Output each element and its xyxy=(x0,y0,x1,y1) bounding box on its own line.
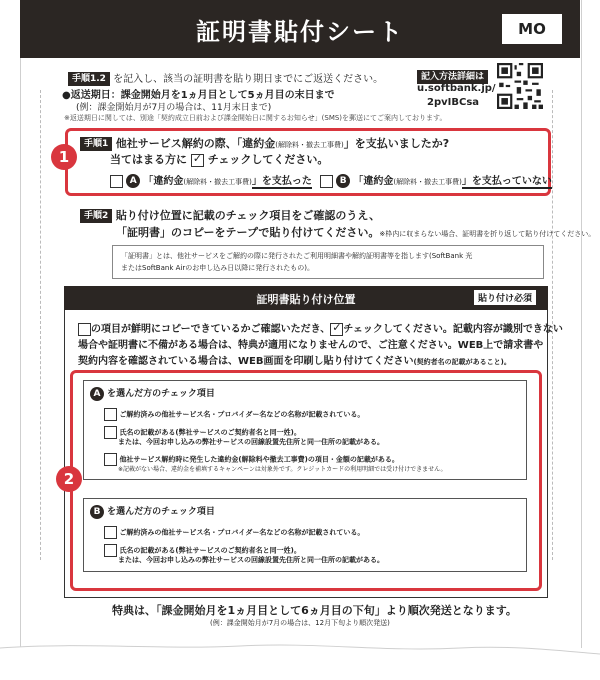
intro-line-1: 手順1.2 を記入し、該当の証明書を貼り期日までにご返送ください。 xyxy=(68,70,383,86)
option-b-letter: B xyxy=(336,174,350,188)
option-a[interactable]: A 「違約金(解除料・撤去工事費)」を支払った xyxy=(110,172,312,188)
check-b-item-2b: または、今回お申し込みの弊社サービスの回線設置先住所と同一住所の記載がある。 xyxy=(118,556,384,564)
intro-deadline: ●返送期日：課金開始月を1ヵ月目として5ヵ月目の末日まで xyxy=(62,90,335,101)
check-a-title: A を選んだ方のチェック項目 xyxy=(90,386,215,401)
option-b[interactable]: B 「違約金(解除料・撤去工事費)」を支払っていない xyxy=(320,172,552,188)
check-box-b xyxy=(83,498,527,572)
section-para-2: 場合や証明書に不備がある場合は、特典が適用になりませんので、ご注意ください。WEB上で請求書や xyxy=(78,340,544,351)
check-a-item-2b: または、今回お申し込みの弊社サービスの回線設置先住所と同一住所の記載がある。 xyxy=(118,438,384,446)
checkmark-icon xyxy=(330,323,343,336)
marker-1: 1 xyxy=(51,144,77,170)
step2-line-1: 手順2 貼り付け位置に記載のチェック項目をご確認のうえ、 xyxy=(80,207,380,223)
paste-area-header xyxy=(64,286,548,310)
step2-line-2: 「証明書」のコピーをテープで貼り付けてください。※枠内に収まらない場合、証明書を折り返して貼り付けてください。 xyxy=(116,226,596,239)
option-b-checkbox[interactable] xyxy=(320,175,333,188)
qr-code-icon[interactable] xyxy=(497,63,543,109)
sheet-header xyxy=(20,0,580,58)
check-a-item-2: 氏名の記載がある(弊社サービスのご契約者名と同一姓)。 xyxy=(104,426,301,439)
checkmark-icon xyxy=(191,154,204,167)
section-para-1: の項目が鮮明にコピーできているかご確認いただき、✓ チェックしてください。記載内容が識別できない xyxy=(78,320,563,336)
torn-edge xyxy=(0,640,600,680)
sheet-code: MO xyxy=(502,14,562,44)
required-badge: 貼り付け必須 xyxy=(474,290,536,305)
paste-area-title: 証明書貼り付け位置 xyxy=(256,293,356,306)
guide-tag: 記入方法詳細は xyxy=(417,66,488,85)
guide-url-2[interactable]: 2pvIBCsa xyxy=(427,97,480,108)
check-a-note: ※記載がない場合、違約金を補填するキャンペーンは対象外です。クレジットカードの利用明細では受け付けできません。 xyxy=(118,466,447,473)
check-a-item-1: ご解約済みの他社サービス名・プロバイダー名などの名称が記載されている。 xyxy=(104,408,364,421)
option-a-checkbox[interactable] xyxy=(110,175,123,188)
intro-example: (例：課金開始月が7月の場合は、11月末日まで) xyxy=(76,103,272,113)
cut-line-left xyxy=(40,90,41,560)
step12-tag: 手順1.2 xyxy=(68,72,110,86)
certificate-info-box: 「証明書」とは、他社サービスをご解約の際に発行されたご利用明細書や解約証明書等を指します(SoftBank 光 またはSoftBank Airのお申し込み日以降に発行されたもの)。 xyxy=(112,245,544,279)
footer-line-1: 特典は、「課金開始月を1ヵ月目として6ヵ月目の下旬」より順次発送となります。 xyxy=(112,604,517,617)
check-b-item-2: 氏名の記載がある(弊社サービスのご契約者名と同一姓)。 xyxy=(104,544,301,557)
check-a-item-3: 他社サービス解約時に発生した違約金(解除料や撤去工事費)の項目・金額の記載がある。 xyxy=(104,453,399,466)
section-para-3: 契約内容を確認されている場合は、WEB画面を印刷し貼り付けてください(契約者名の記載があること)。 xyxy=(78,356,511,367)
step1-instruction: 当てはまる方に ✓ チェックしてください。 xyxy=(110,151,328,167)
sheet-title: 証明書貼付シート xyxy=(196,18,404,46)
footer-line-2: (例：課金開始月が7月の場合は、12月下旬より順次発送) xyxy=(210,619,390,627)
marker-2: 2 xyxy=(56,466,82,492)
step1-question: 手順1 他社サービス解約の際、「違約金(解除料・撤去工事費)」を支払いましたか? xyxy=(80,135,449,151)
option-a-letter: A xyxy=(126,174,140,188)
intro-note: ※返送期日に関しては、別途「契約成立日前および課金開始日に関するお知らせ」(SMS)を郵送にてご案内しております。 xyxy=(64,114,447,122)
check-box-a xyxy=(83,380,527,480)
check-b-item-1: ご解約済みの他社サービス名・プロバイダー名などの名称が記載されている。 xyxy=(104,526,364,539)
check-b-title: B を選んだ方のチェック項目 xyxy=(90,504,215,519)
guide-url-1[interactable]: u.softbank.jp/ xyxy=(417,83,496,94)
